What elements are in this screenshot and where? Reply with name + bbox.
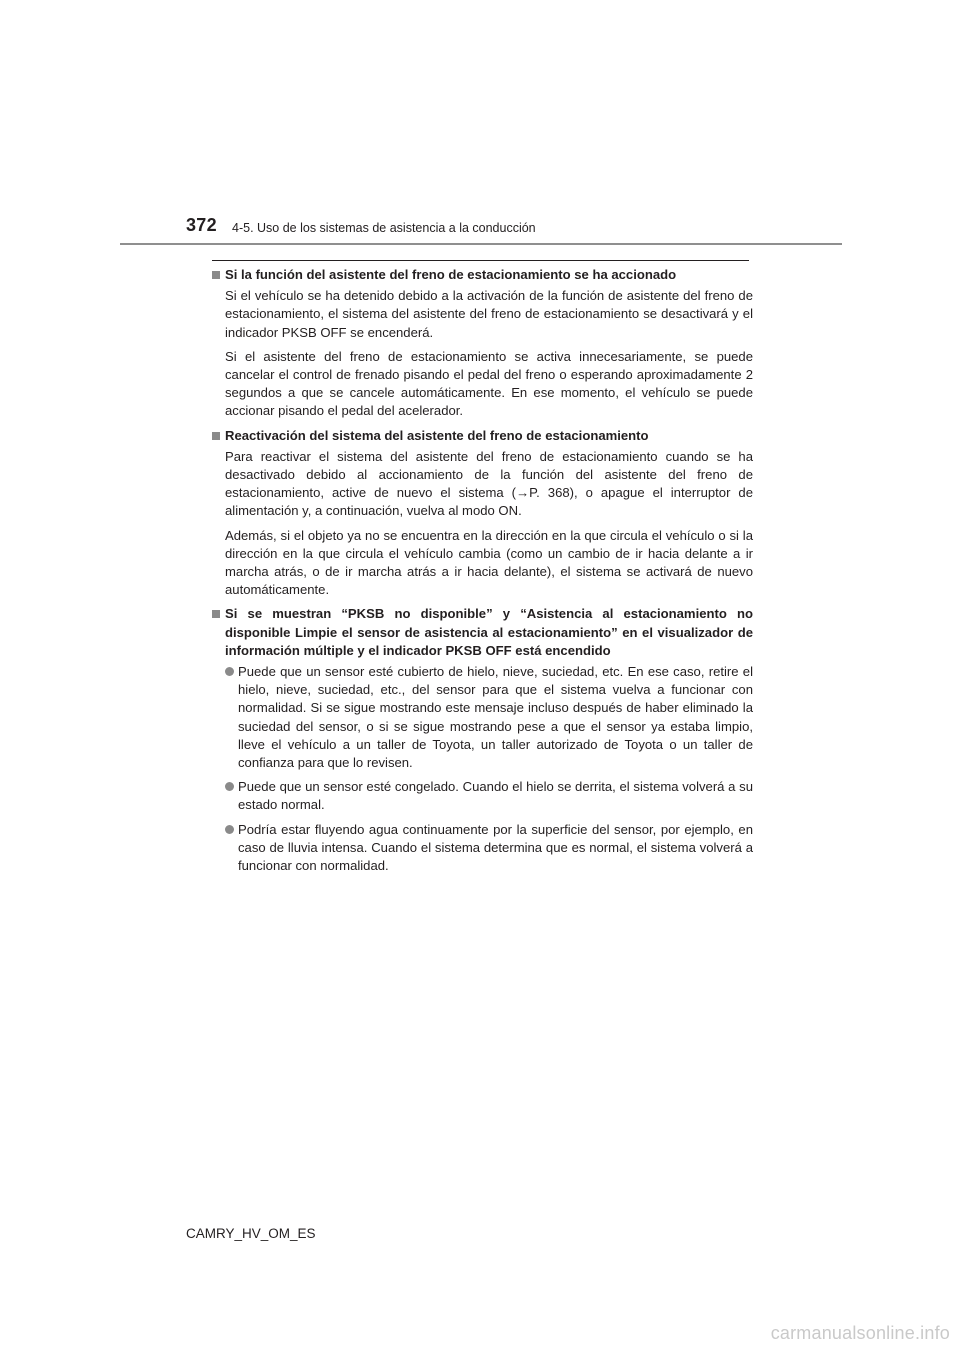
section-heading-text: Reactivación del sistema del asistente del freno de estacionamiento [225, 427, 649, 443]
list-item [225, 821, 753, 876]
watermark: carmanualsonline.info [770, 1323, 950, 1343]
paragraph: Además, si el objeto ya no se encuentra en la dirección en la que circula el vehículo o si la dirección en la que circula el vehículo cambia (como un cambio de ir hacia delante a ir marcha atrás, o de ir marcha atrás a ir hacia delante), el sistema se activará de nuevo automáticamente. [225, 527, 753, 598]
paragraph: Si el vehículo se ha detenido debido a la activación de la función de asistente del freno de estacionamiento, el sistema del asistente del freno de estacionamiento se desactivará y el indicador PKSB OFF se encenderá. [225, 288, 753, 340]
bullet-list [225, 663, 753, 875]
circle-bullet-icon [225, 825, 234, 834]
section-heading-text: Si se muestran “PKSB no disponible” y “Asistencia al estacionamiento no disponible Limpie el sensor de asistencia al estacionamiento” en el visualizador de información múltiple y el indicador PKSB OFF está encendido [225, 606, 753, 658]
section-heading-text: Si la función del asistente del freno de estacionamiento se ha accionado [225, 267, 677, 282]
main-content [212, 266, 753, 881]
paragraph: Si el asistente del freno de estacionamiento se activa innecesariamente, se puede cancelar el control de frenado pisando el pedal del freno o esperando aproximadamente 2 segundos a que se cancele automáticamente. En ese momento, el vehículo se puede accionar pisando el pedal del acelerador. [225, 348, 753, 419]
list-item-text: Podría estar fluyendo agua continuamente por la superficie del sensor, por ejemplo, en caso de lluvia intensa. Cuando el sistema determina que es normal, el sistema volverá a funcionar con normalidad. [238, 821, 753, 874]
page-number: 372 [186, 215, 217, 235]
circle-bullet-icon [225, 667, 234, 676]
section-parking-brake-activated [212, 266, 753, 421]
square-bullet-icon [212, 271, 220, 279]
section-pksb-unavailable [212, 605, 753, 875]
section-heading [212, 266, 753, 284]
paragraph: Para reactivar el sistema del asistente del freno de estacionamiento cuando se ha desactivado debido al accionamiento de la función del asistente del freno de estacionamiento, active de nuevo el sistema (→P. 368), o apague el interruptor de alimentación y, a continuación, vuelva al modo ON. [225, 448, 753, 519]
list-item [225, 778, 753, 814]
list-item-text: Puede que un sensor esté cubierto de hielo, nieve, suciedad, etc. En ese caso, retire el hielo, nieve, suciedad, etc., del sensor para que el sistema vuelva a funcionar con normalidad. Si se sigue mostrando este mensaje incluso después de haber eliminado la suciedad del sensor, o si se sigue mostrando pese a que el sensor ya estaba limpio, lleve el vehículo a un taller de Toyota, un taller autorizado de Toyota o un taller de confianza para que lo revisen. [238, 664, 753, 771]
chapter-title: 4-5. Uso de los sistemas de asistencia a la conducción [232, 221, 536, 235]
circle-bullet-icon [225, 782, 234, 791]
section-heading [212, 427, 753, 445]
square-bullet-icon [212, 610, 220, 618]
document-code: CAMRY_HV_OM_ES [186, 1226, 316, 1241]
section-divider [212, 260, 749, 261]
section-heading [212, 605, 753, 660]
list-item-text: Puede que un sensor esté congelado. Cuando el hielo se derrita, el sistema volverá a su estado normal. [238, 779, 753, 813]
list-item [225, 663, 753, 772]
section-reactivation [212, 427, 753, 600]
header-rule [120, 243, 842, 245]
square-bullet-icon [212, 432, 220, 440]
